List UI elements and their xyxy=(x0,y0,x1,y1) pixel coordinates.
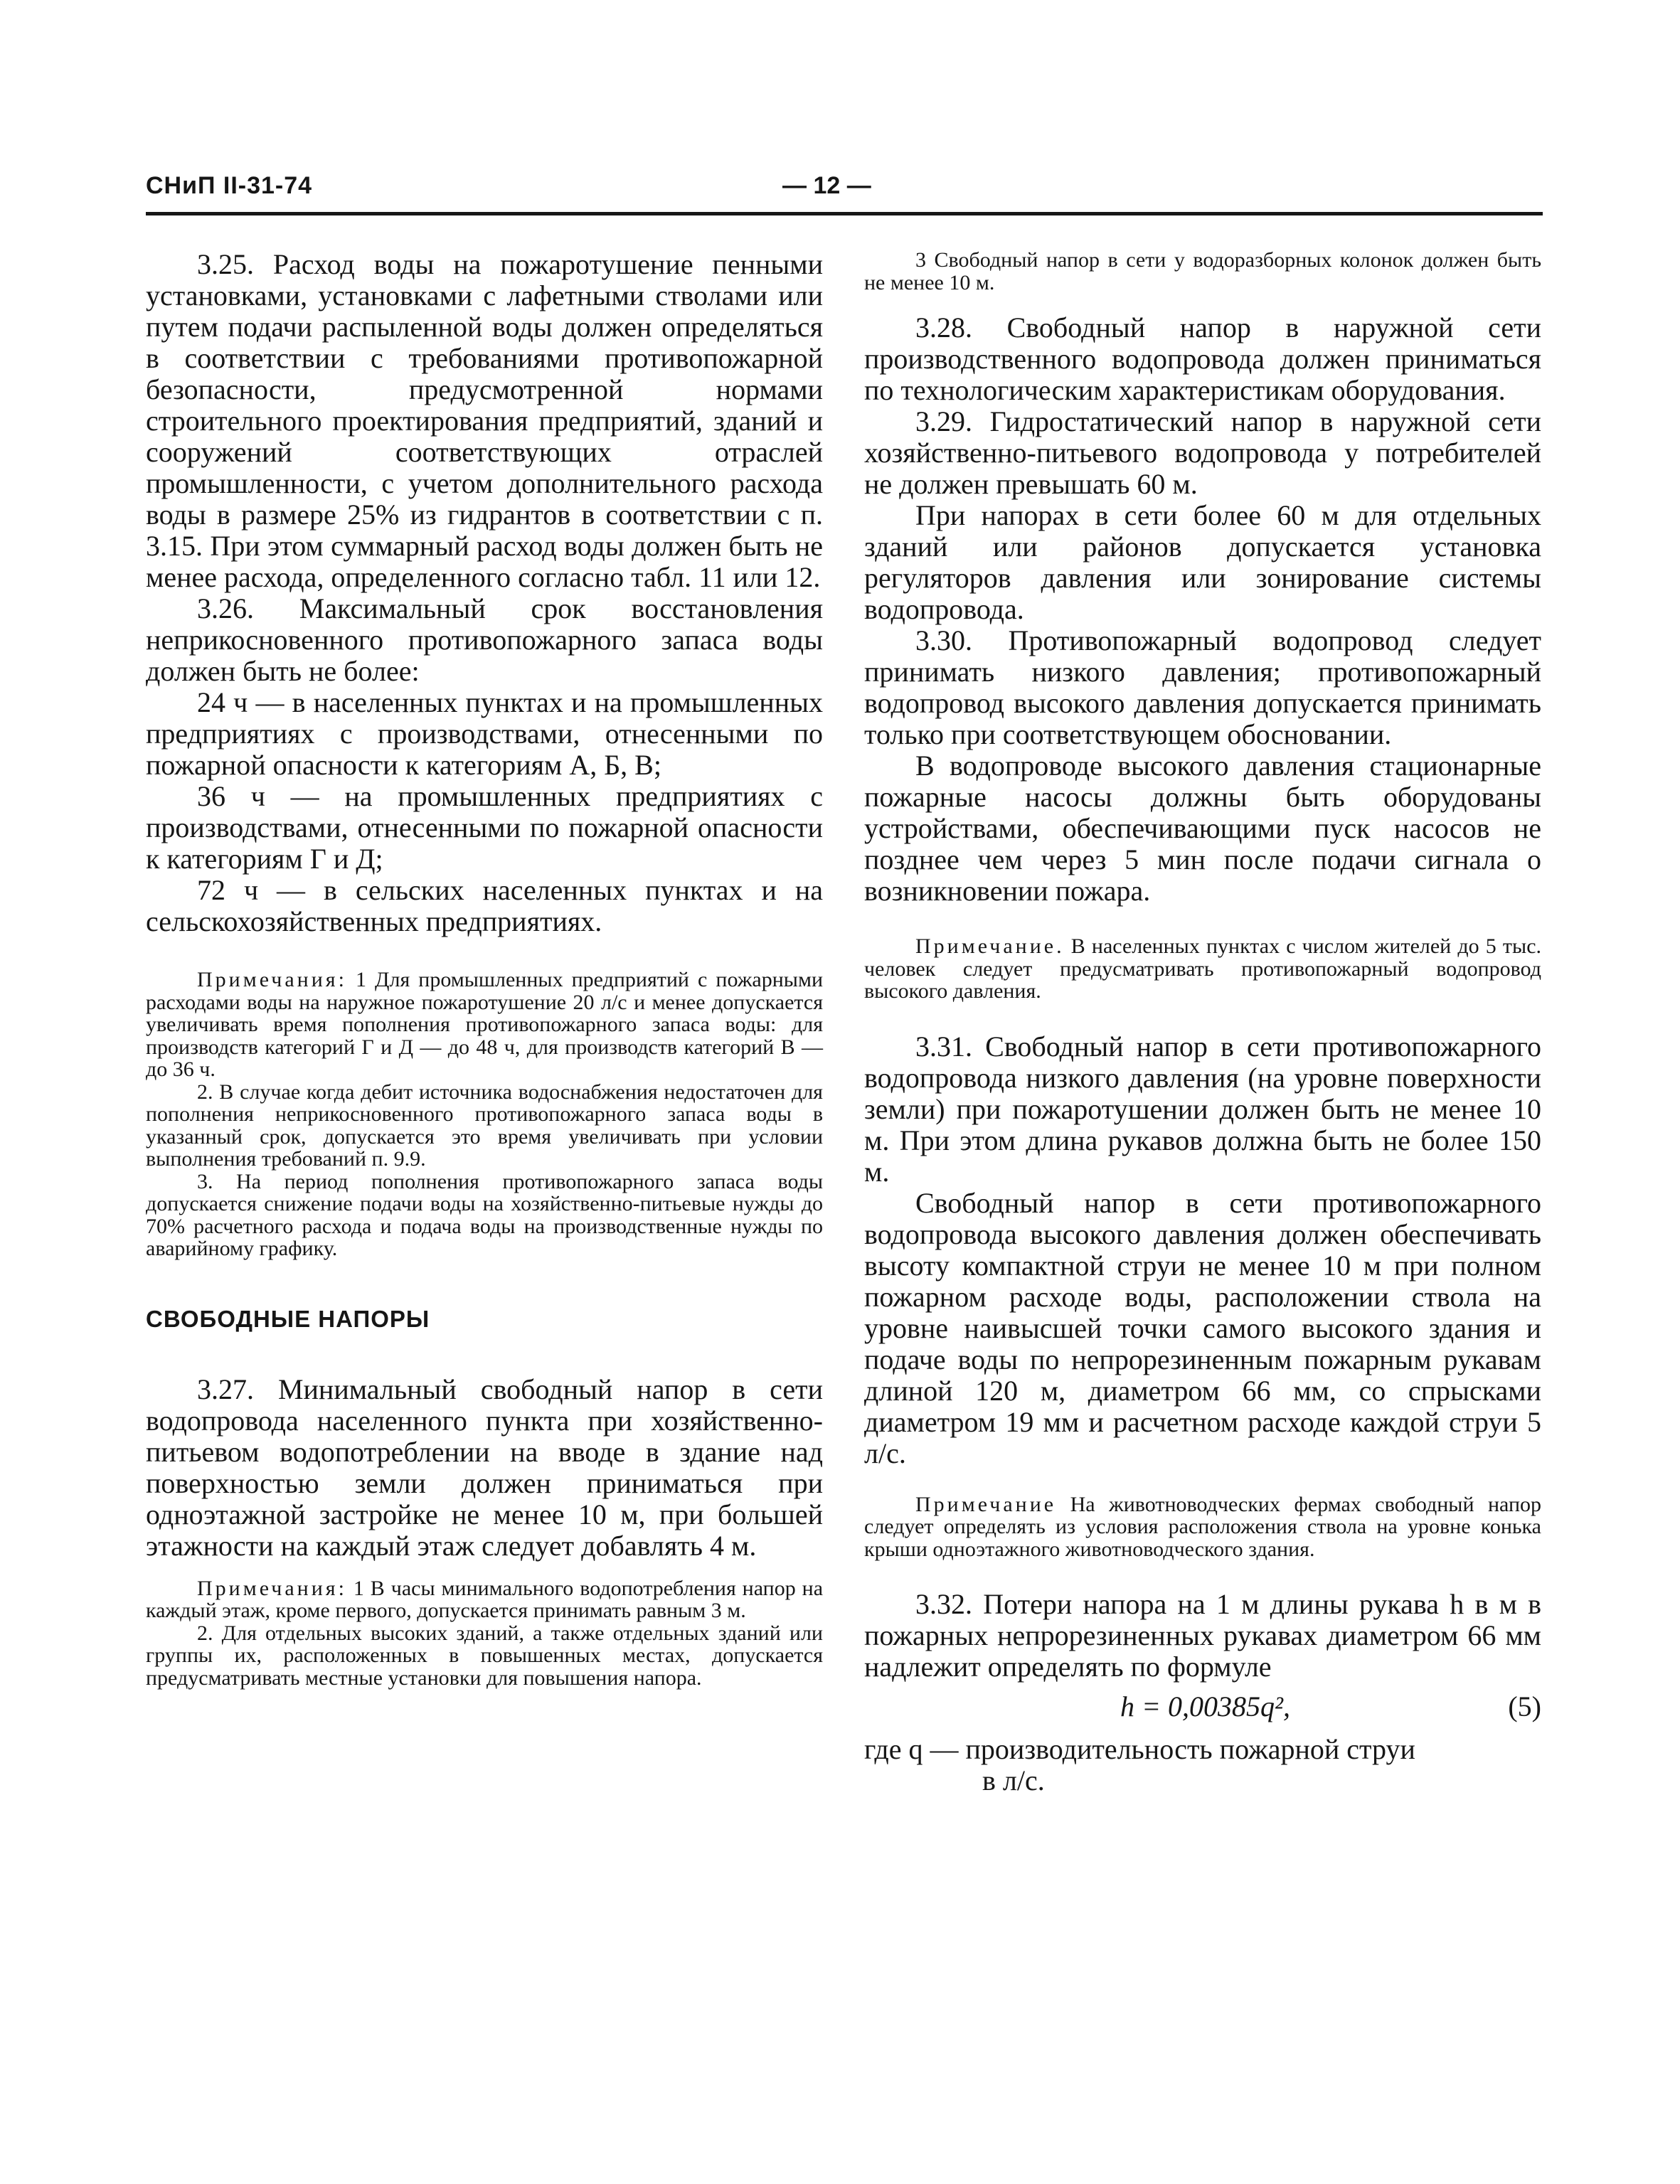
note-text: На животноводческих фермах свободный напор следует определять из условия расположения ствола на уровне конька крыши одноэтажного животноводческого здания. xyxy=(864,1492,1542,1561)
left-column xyxy=(146,249,823,1689)
note-label: Примечание. xyxy=(915,934,1065,958)
paragraph-3-29 xyxy=(864,406,1541,500)
clause-number: 3.29. xyxy=(915,405,972,437)
note-text: В населенных пунктах с числом жителей до 5 тыс. человек следует предусматривать противопожарный водопровод высокого давления. xyxy=(864,934,1542,1003)
paragraph-3-29-b: При напорах в сети более 60 м для отдельных зданий или районов допускается установка регуляторов давления или зонирование системы водопровода. xyxy=(864,499,1541,625)
paragraph-text: Гидростатический напор в наружной сети хозяйственно-питьевого водопровода у потребителей не должен превышать 60 м. xyxy=(864,405,1542,500)
paragraph-3-28 xyxy=(864,312,1541,406)
note-text: 1 В часы минимального водопотребления напор на каждый этаж, кроме первого, допускается принимать равным 3 м. xyxy=(146,1576,824,1622)
clause-number: 3.32. xyxy=(915,1588,972,1620)
paragraph-text: Свободный напор в наружной сети производственного водопровода должен приниматься по технологическим характеристикам оборудования. xyxy=(864,311,1541,406)
paragraph-text: Свободный напор в сети противопожарного водопровода низкого давления (на уровне поверхности земли) при пожаротушении должен быть не менее 10 м. При этом длина рукавов должна быть не более 150 м. xyxy=(864,1030,1542,1188)
paragraph-3-25 xyxy=(146,249,823,593)
clause-number: 3.27. xyxy=(197,1373,254,1405)
paragraph-text: Максимальный срок восстановления неприкосновенного противопожарного запаса воды должен быть не более: xyxy=(146,592,824,687)
note-text: 1 Для промышленных предприятий с пожарными расходами воды на наружное пожаротушение 20 л/с и менее допускается увеличивать время пополнения противопожарного запаса воды: для производств категорий Г и Д — до 48 ч, для производств категорий В — до 36 ч. xyxy=(146,968,823,1081)
formula-where: где q — производительность пожарной струи xyxy=(864,1733,1415,1765)
note-label: Примечания: xyxy=(197,968,347,991)
formula-expression: h = 0,00385q², xyxy=(1120,1690,1290,1722)
list-item: 36 ч — на промышленных предприятиях с производствами, отнесенными по пожарной опасности к категориям Г и Д; xyxy=(146,780,823,875)
formula-where-cont: в л/с. xyxy=(982,1764,1045,1796)
note-3-27-1 xyxy=(146,1577,823,1622)
right-column xyxy=(864,249,1541,1796)
formula-number: (5) xyxy=(1508,1690,1541,1722)
note-3-26-2: 2. В случае когда дебит источника водоснабжения недостаточен для пополнения неприкосновенного противопожарного запаса воды в указанный срок, допускается это время увеличивать при условии выполнения требований п. 9.9. xyxy=(146,1080,823,1171)
note-3-31 xyxy=(864,1493,1541,1561)
clause-number: 3.25. xyxy=(197,248,254,280)
paragraph-3-31-b: Свободный напор в сети противопожарного водопровода высокого давления должен обеспечивать высоту компактной струи не менее 10 м при полном пожарном расходе воды, расположении ствола на уровне наивысшей точки самого высокого здания и подаче воды по непрорезиненным пожарным рукавам длиной 120 м, диаметром 66 мм, со спрысками диаметром 19 мм и расчетном расходе каждой струи 5 л/с. xyxy=(864,1186,1541,1469)
clause-number: 3.26. xyxy=(197,592,254,624)
formula-5 xyxy=(864,1690,1541,1724)
paragraph-3-30 xyxy=(864,625,1541,750)
note-label: Примечание xyxy=(915,1492,1057,1516)
note-3-27-2: 2. Для отдельных высоких зданий, а также отдельных зданий или группы их, расположенных в повышенных местах, допускается предусматривать местные установки для повышения напора. xyxy=(146,1621,823,1690)
note-3-30 xyxy=(864,935,1541,1003)
paragraph-3-26 xyxy=(146,593,823,687)
list-item: 24 ч — в населенных пунктах и на промышленных предприятиях с производствами, отнесенными по пожарной опасности к категориям А, Б, В; xyxy=(146,686,823,781)
paragraph-text: Расход воды на пожаротушение пенными установками, установками с лафетными стволами или путем подачи распыленной воды должен определяться в соответствии с требованиями противопожарной безопасности, предусмотренной нормами строительного проектирования предприятий, зданий и сооружений соответствующих отраслей промышленности, с учетом дополнительного расхода воды в размере 25% из гидрантов в соответствии с п. 3.15. При этом суммарный расход воды должен быть не менее расхода, определенного согласно табл. 11 или 12. xyxy=(146,248,824,593)
paragraph-text: Противопожарный водопровод следует принимать низкого давления; противопожарный водопровод высокого давления допускается принимать только при соответствующем обосновании. xyxy=(864,624,1541,750)
paragraph-3-27 xyxy=(146,1374,823,1562)
clause-number: 3.31. xyxy=(915,1030,972,1062)
paragraph-3-32 xyxy=(864,1589,1541,1683)
header-rule xyxy=(146,212,1543,215)
section-heading: СВОБОДНЫЕ НАПОРЫ xyxy=(146,1305,430,1332)
paragraph-3-31 xyxy=(864,1031,1541,1188)
page-number: — 12 — xyxy=(782,172,871,199)
note-label: Примечания: xyxy=(197,1576,347,1600)
note-3-continued: 3 Свободный напор в сети у водоразборных колонок должен быть не менее 10 м. xyxy=(864,248,1541,294)
paragraph-text: Потери напора на 1 м длины рукава h в м в пожарных непрорезиненных рукавах диаметром 66 мм надлежит определять по формуле xyxy=(864,1588,1541,1683)
paragraph-3-30-b: В водопроводе высокого давления стационарные пожарные насосы должны быть оборудованы устройствами, обеспечивающими пуск насосов не позднее чем через 5 мин после подачи сигнала о возникновении пожара. xyxy=(864,750,1541,907)
note-3-26-3: 3. На период пополнения противопожарного запаса воды допускается снижение подачи воды на хозяйственно-питьевые нужды до 70% расчетного расхода и подача воды на производственные нужды по аварийному графику. xyxy=(146,1169,823,1260)
note-3-26-1 xyxy=(146,969,823,1081)
doc-code: СНиП II-31-74 xyxy=(146,172,313,199)
list-item: 72 ч — в сельских населенных пунктах и на сельскохозяйственных предприятиях. xyxy=(146,874,823,937)
clause-number: 3.28. xyxy=(915,311,972,343)
paragraph-text: Минимальный свободный напор в сети водопровода населенного пункта при хозяйственно-питьевом водопотреблении на вводе в здание над поверхностью земли должен приниматься при одноэтажной застройке не менее 10 м, при большей этажности на каждый этаж следует добавлять 4 м. xyxy=(146,1373,823,1562)
clause-number: 3.30. xyxy=(915,624,972,656)
